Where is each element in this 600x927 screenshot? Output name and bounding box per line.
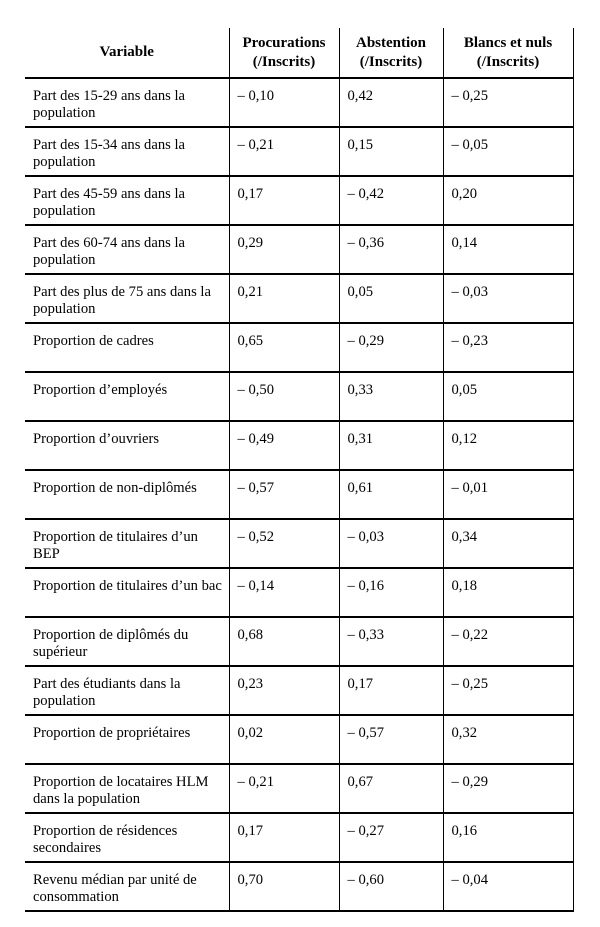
table-row <box>25 372 573 421</box>
abstention-value: – 0,60 <box>339 862 443 911</box>
column-header-label: Variable <box>99 44 154 61</box>
variable-cell: Part des 60-74 ans dans la population <box>25 225 229 274</box>
blancs-et-nuls-value: 0,18 <box>443 568 573 617</box>
blancs-et-nuls-value: 0,05 <box>443 372 573 421</box>
variable-cell: Part des plus de 75 ans dans la population <box>25 274 229 323</box>
abstention-value: 0,05 <box>339 274 443 323</box>
blancs-et-nuls-value: 0,32 <box>443 715 573 764</box>
blancs-et-nuls-value: – 0,29 <box>443 764 573 813</box>
procurations-value: – 0,21 <box>229 127 339 176</box>
abstention-value: 0,61 <box>339 470 443 519</box>
procurations-value: – 0,21 <box>229 764 339 813</box>
variable-cell: Revenu médian par unité de consommation <box>25 862 229 911</box>
variable-cell: Proportion de résidences secondaires <box>25 813 229 862</box>
table-row <box>25 470 573 519</box>
procurations-value: 0,17 <box>229 176 339 225</box>
column-header-variable <box>25 28 229 78</box>
variable-cell: Proportion de titulaires d’un BEP <box>25 519 229 568</box>
table-row <box>25 78 573 127</box>
blancs-et-nuls-value: 0,16 <box>443 813 573 862</box>
procurations-value: – 0,57 <box>229 470 339 519</box>
procurations-value: 0,29 <box>229 225 339 274</box>
table-row <box>25 274 573 323</box>
table-row <box>25 421 573 470</box>
procurations-value: 0,02 <box>229 715 339 764</box>
abstention-value: 0,15 <box>339 127 443 176</box>
column-header-label: Abstention <box>355 34 426 51</box>
variable-cell: Proportion d’ouvriers <box>25 421 229 470</box>
procurations-value: – 0,49 <box>229 421 339 470</box>
variable-cell: Proportion de non-diplômés <box>25 470 229 519</box>
table-row <box>25 715 573 764</box>
procurations-value: – 0,14 <box>229 568 339 617</box>
procurations-value: 0,23 <box>229 666 339 715</box>
procurations-value: – 0,10 <box>229 78 339 127</box>
abstention-value: 0,17 <box>339 666 443 715</box>
variable-cell: Proportion de cadres <box>25 323 229 372</box>
abstention-value: 0,31 <box>339 421 443 470</box>
table-row <box>25 813 573 862</box>
variable-cell: Proportion de diplômés du supérieur <box>25 617 229 666</box>
correlation-table <box>25 28 574 912</box>
blancs-et-nuls-value: – 0,05 <box>443 127 573 176</box>
abstention-value: 0,42 <box>339 78 443 127</box>
variable-cell: Part des 15-34 ans dans la population <box>25 127 229 176</box>
abstention-value: – 0,36 <box>339 225 443 274</box>
variable-cell: Part des 45-59 ans dans la population <box>25 176 229 225</box>
variable-cell: Proportion de titulaires d’un bac <box>25 568 229 617</box>
column-header-procurations <box>229 28 339 78</box>
header-row <box>25 28 573 78</box>
procurations-value: 0,21 <box>229 274 339 323</box>
table-row <box>25 323 573 372</box>
blancs-et-nuls-value: – 0,23 <box>443 323 573 372</box>
abstention-value: – 0,42 <box>339 176 443 225</box>
variable-cell: Part des 15-29 ans dans la population <box>25 78 229 127</box>
column-header-blancs-et-nuls <box>443 28 573 78</box>
blancs-et-nuls-value: 0,14 <box>443 225 573 274</box>
table-row <box>25 519 573 568</box>
column-header-sublabel: (/Inscrits) <box>359 53 423 70</box>
abstention-value: 0,67 <box>339 764 443 813</box>
column-header-abstention <box>339 28 443 78</box>
table-row <box>25 617 573 666</box>
procurations-value: – 0,50 <box>229 372 339 421</box>
blancs-et-nuls-value: 0,12 <box>443 421 573 470</box>
table-row <box>25 862 573 911</box>
abstention-value: – 0,27 <box>339 813 443 862</box>
table-row <box>25 666 573 715</box>
procurations-value: – 0,52 <box>229 519 339 568</box>
column-header-sublabel: (/Inscrits) <box>252 53 316 70</box>
procurations-value: 0,65 <box>229 323 339 372</box>
procurations-value: 0,17 <box>229 813 339 862</box>
variable-cell: Part des étudiants dans la population <box>25 666 229 715</box>
blancs-et-nuls-value: – 0,25 <box>443 666 573 715</box>
procurations-value: 0,70 <box>229 862 339 911</box>
variable-cell: Proportion de locataires HLM dans la population <box>25 764 229 813</box>
abstention-value: – 0,57 <box>339 715 443 764</box>
table-row <box>25 225 573 274</box>
table-row <box>25 176 573 225</box>
blancs-et-nuls-value: – 0,22 <box>443 617 573 666</box>
abstention-value: – 0,33 <box>339 617 443 666</box>
blancs-et-nuls-value: 0,34 <box>443 519 573 568</box>
abstention-value: – 0,29 <box>339 323 443 372</box>
table-row <box>25 127 573 176</box>
procurations-value: 0,68 <box>229 617 339 666</box>
variable-cell: Proportion d’employés <box>25 372 229 421</box>
column-header-label: Procurations <box>242 34 326 51</box>
abstention-value: – 0,03 <box>339 519 443 568</box>
abstention-value: – 0,16 <box>339 568 443 617</box>
variable-cell: Proportion de propriétaires <box>25 715 229 764</box>
abstention-value: 0,33 <box>339 372 443 421</box>
column-header-label: Blancs et nuls <box>463 34 553 51</box>
blancs-et-nuls-value: – 0,01 <box>443 470 573 519</box>
blancs-et-nuls-value: – 0,03 <box>443 274 573 323</box>
blancs-et-nuls-value: – 0,25 <box>443 78 573 127</box>
blancs-et-nuls-value: 0,20 <box>443 176 573 225</box>
blancs-et-nuls-value: – 0,04 <box>443 862 573 911</box>
table-row <box>25 568 573 617</box>
column-header-sublabel: (/Inscrits) <box>476 53 540 70</box>
table-row <box>25 764 573 813</box>
